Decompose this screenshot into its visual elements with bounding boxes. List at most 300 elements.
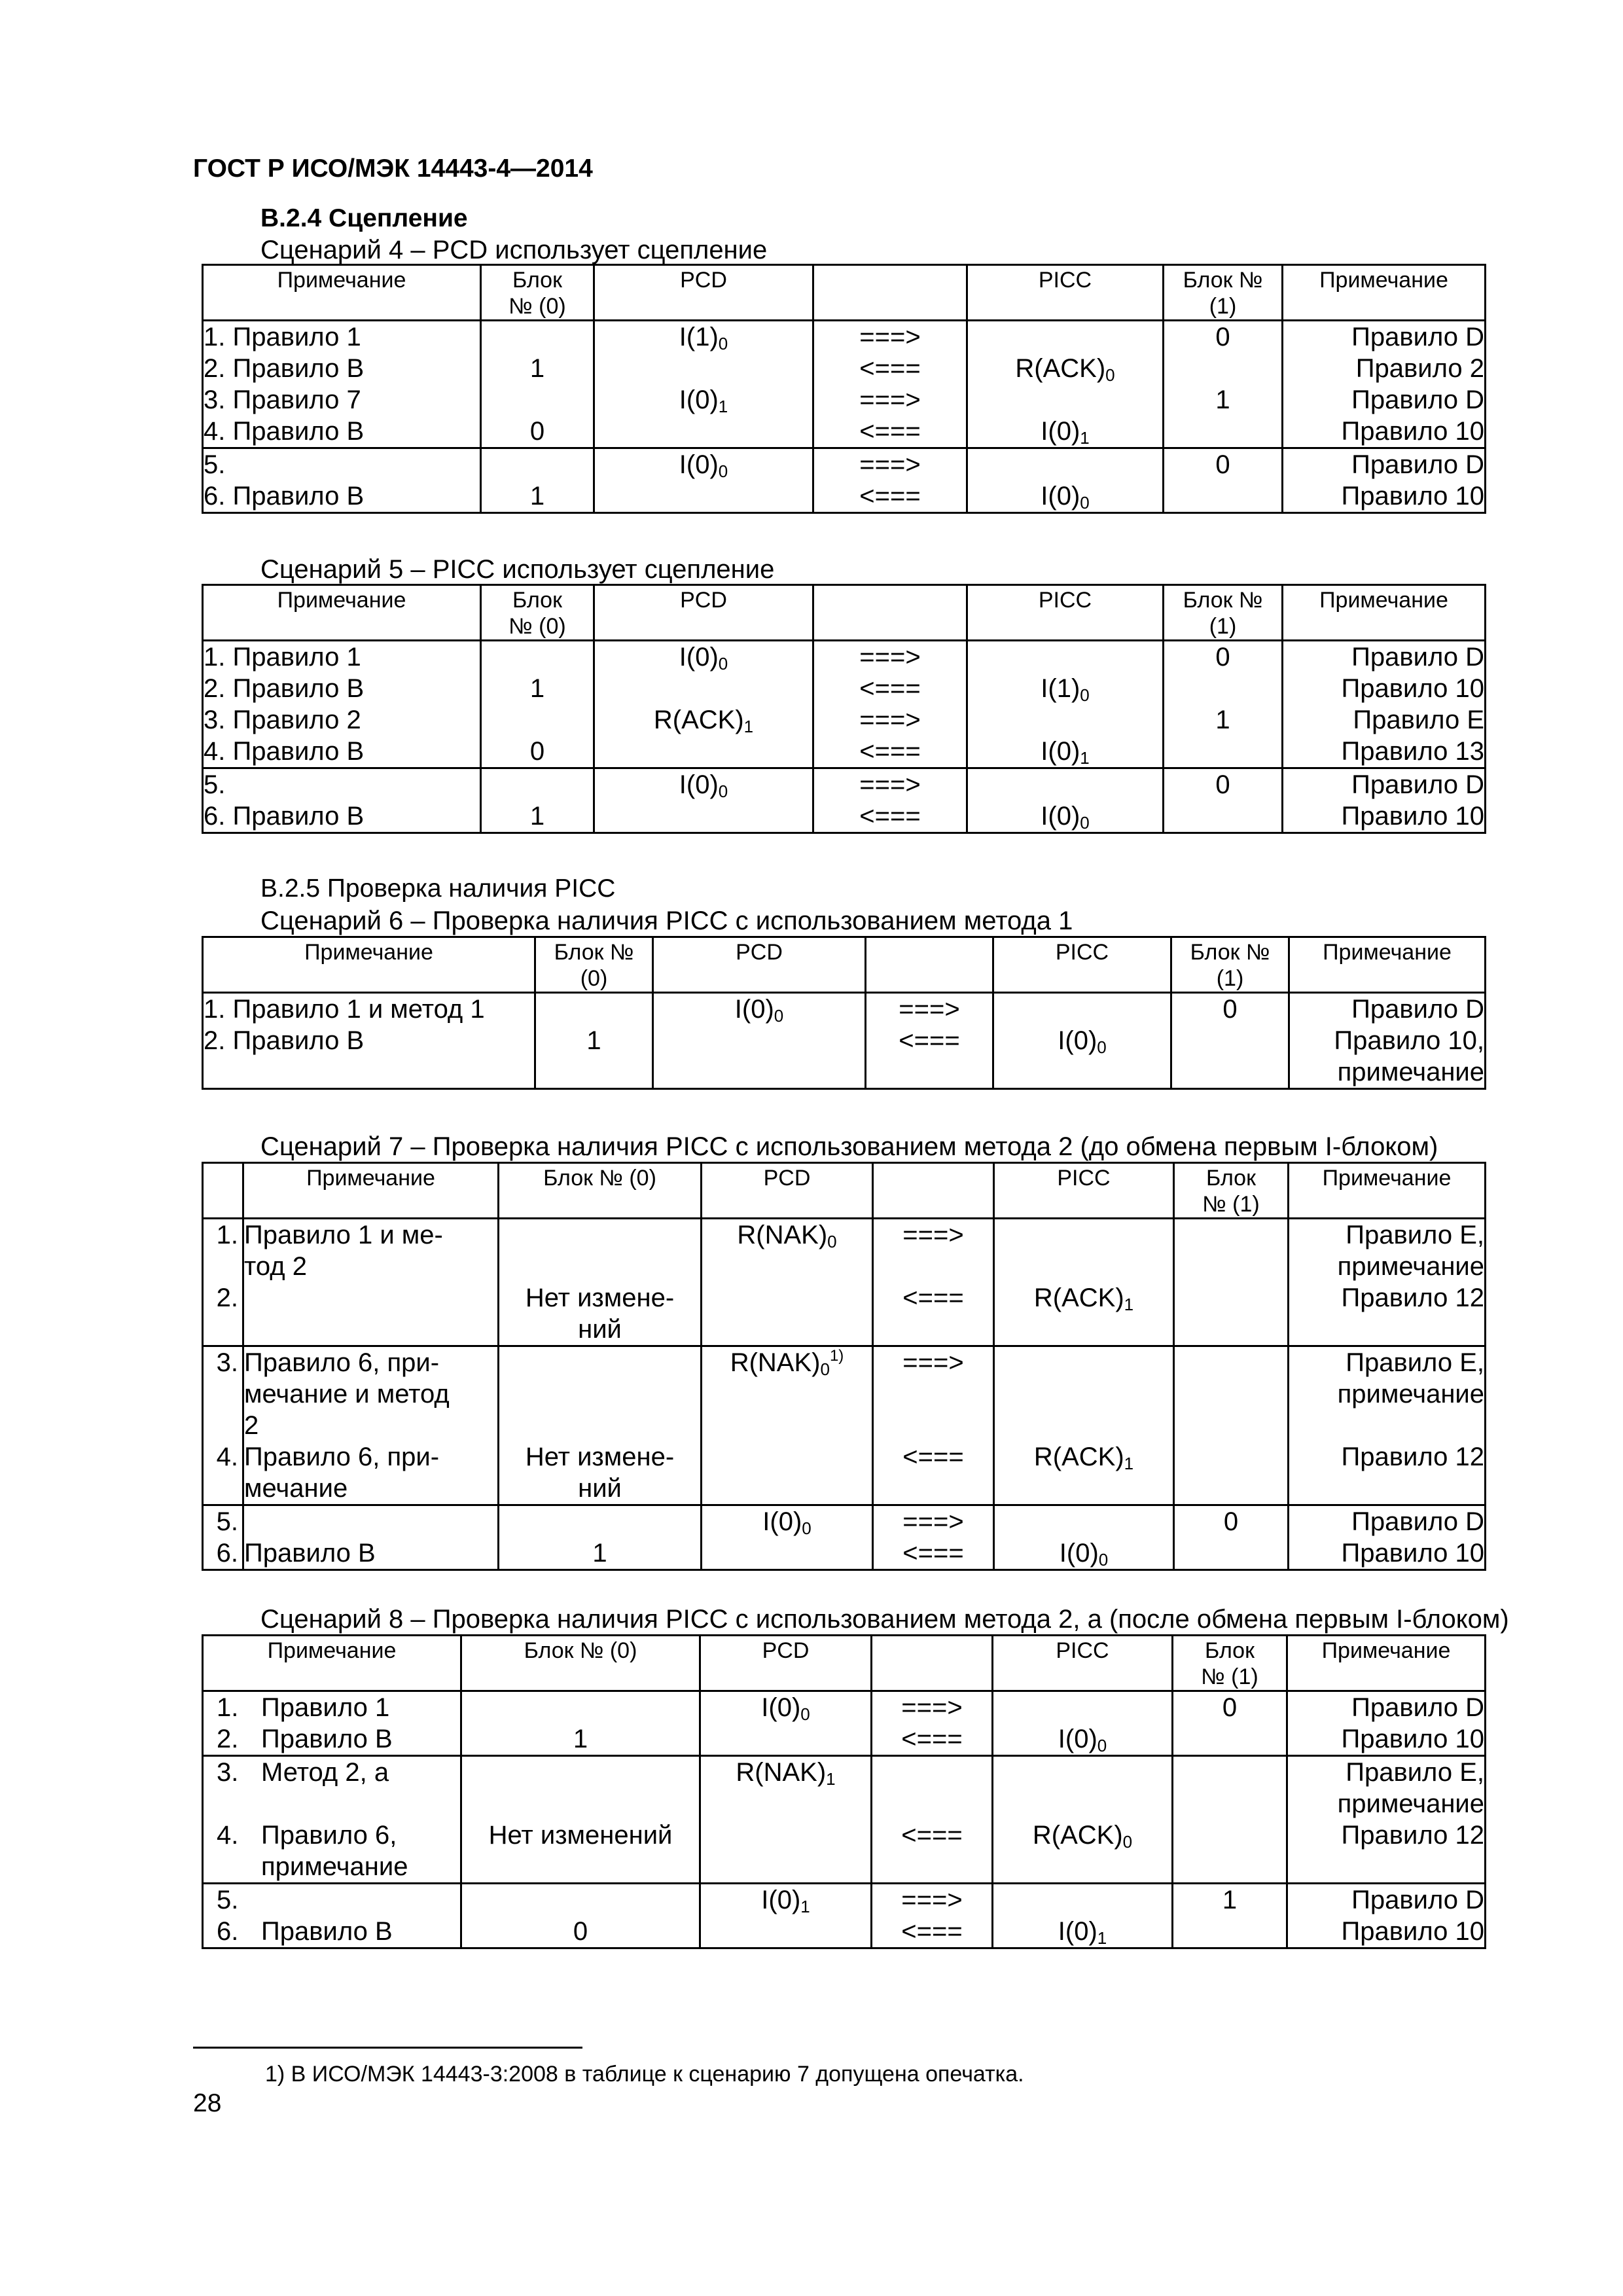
note2-cell [1283, 321, 1486, 448]
picc-cell-line [995, 1219, 1173, 1251]
pcd-cell-line: $I(0)_0$ [734, 995, 784, 1025]
subscript: 1 [718, 397, 728, 416]
block1-cell-line [1172, 1025, 1288, 1056]
block0-cell [481, 641, 594, 768]
note2-cell [1289, 1346, 1486, 1505]
block0-cell-line [482, 704, 593, 736]
block0-cell-line [536, 994, 652, 1025]
note2-cell-line: Правило 12 [1341, 1283, 1484, 1312]
note2-cell [1287, 1691, 1486, 1756]
picc-cell-line [968, 321, 1162, 353]
scenario5-table [202, 584, 1486, 834]
picc-cell [993, 1884, 1173, 1948]
subscript: 1 [1124, 1454, 1134, 1473]
pcd-cell-line: $I(0)_1$ [679, 386, 728, 416]
footnote-separator [193, 2047, 582, 2049]
arrow-cell [873, 1219, 994, 1346]
block0-cell [461, 1884, 700, 1948]
block0-cell-line: Нет измене- [525, 1443, 675, 1471]
note2-cell-line: Правило 10 [1341, 482, 1484, 511]
table-header-row [203, 937, 1486, 993]
block1-cell-line [1175, 1378, 1287, 1410]
pcd-cell-line: $I(1)_0$ [679, 323, 728, 353]
block1-cell-line [1164, 416, 1281, 447]
pcd-cell-line [702, 1378, 872, 1410]
subscript: 0 [1080, 493, 1090, 512]
block1-cell-line [1175, 1219, 1287, 1251]
picc-cell-line: $I(0)_0$ [1058, 1026, 1107, 1056]
note-cell-line: Правило 6, при- [244, 1443, 440, 1471]
table-header-cell [813, 265, 967, 321]
row-number [204, 1788, 261, 1820]
note2-cell-line [1289, 1410, 1484, 1441]
note-cell-line [244, 1314, 497, 1345]
table-header-cell: Блок № (0) [499, 1163, 702, 1219]
table-header-cell: PCD [700, 1636, 872, 1691]
table-header-cell: Примечание [1287, 1636, 1486, 1691]
scenario8-title: Сценарий 8 – Проверка наличия PICC с использованием метода 2, а (после обмена первым I-блоком) [260, 1605, 1509, 1634]
picc-cell-line: $R(ACK)_0$ [1015, 354, 1115, 384]
pcd-cell-line: $I(0)_0$ [679, 643, 728, 673]
scenario6-title: Сценарий 6 – Проверка наличия PICC с использованием метода 1 [260, 906, 1073, 935]
table-header-cell: PCD [702, 1163, 873, 1219]
block1-cell-line [1173, 1820, 1286, 1851]
row-note: Правило В [261, 1725, 393, 1753]
block1-cell-line [1164, 673, 1281, 704]
block0-cell-line [482, 641, 593, 673]
block1-cell-line [1175, 1314, 1287, 1345]
subscript: 1 [1080, 748, 1090, 767]
table-header-cell: Блок № (1) [1173, 1636, 1287, 1691]
row-number: 6. [217, 1917, 239, 1946]
arrow-cell-line [874, 1251, 993, 1282]
arrow-cell-line: <=== [859, 802, 921, 831]
block1-cell-line [1173, 1788, 1286, 1820]
block1-cell-line: 1 [1222, 1886, 1238, 1914]
block1-cell [1164, 641, 1283, 768]
note2-cell [1287, 1884, 1486, 1948]
block0-cell [499, 1219, 702, 1346]
note-cell-line: 1. Правило 1 [204, 643, 361, 672]
subscript: 1 [1080, 428, 1090, 447]
pcd-cell-line: $I(0)_0$ [679, 450, 728, 480]
arrow-cell-line: <=== [859, 737, 921, 766]
note2-cell-line: Правило 10 [1341, 674, 1484, 703]
block1-cell-line [1164, 353, 1281, 384]
pcd-cell-line [595, 673, 812, 704]
section-title-b25: В.2.5 Проверка наличия PICC [260, 874, 616, 903]
subscript: 0 [718, 334, 728, 353]
table-header-cell: Примечание [1283, 265, 1486, 321]
picc-cell-line [994, 1056, 1170, 1088]
scenario7-table [202, 1162, 1486, 1571]
pcd-cell-line [595, 353, 812, 384]
block1-cell [1173, 1884, 1287, 1948]
picc-cell-line: $R(ACK)_1$ [1033, 1283, 1134, 1314]
pcd-cell-line [595, 800, 812, 832]
table-header-cell: PCD [653, 937, 866, 993]
table-header-cell [873, 1163, 994, 1219]
row-number: 4. [217, 1821, 239, 1850]
pcd-cell-line [595, 736, 812, 767]
arrow-cell-line: ===> [901, 1886, 963, 1914]
table-header-row [203, 1636, 1486, 1691]
block0-cell-line [462, 1692, 699, 1723]
block1-cell-line [1173, 1916, 1286, 1947]
block0-cell [499, 1346, 702, 1505]
block1-cell-line [1175, 1251, 1287, 1282]
arrow-cell-line: <=== [901, 1725, 963, 1753]
note2-cell-line: Правило D [1351, 1886, 1484, 1914]
table-row [203, 1691, 1486, 1756]
table-row [203, 1219, 1486, 1346]
subscript: 0 [1080, 685, 1090, 704]
note-cell-line: 2 [244, 1411, 259, 1440]
pcd-cell-line [701, 1788, 870, 1820]
row-number-cell [203, 1505, 243, 1570]
table-header-cell: Блок № (1) [1164, 265, 1283, 321]
note2-cell [1283, 768, 1486, 833]
arrow-cell [873, 1346, 994, 1505]
note-cell-line: 3. Правило 2 [204, 706, 361, 734]
block1-cell-line [1172, 1056, 1288, 1088]
block0-cell-line [462, 1788, 699, 1820]
note-cell-line [204, 1056, 534, 1088]
note-cell-line: 5. [204, 450, 226, 479]
note-cell-line: тод 2 [244, 1252, 307, 1281]
note-cell [203, 1884, 461, 1948]
subscript: 0 [820, 1359, 830, 1378]
pcd-cell-line [702, 1410, 872, 1441]
picc-cell-line: $I(0)_0$ [1041, 802, 1090, 832]
arrow-cell [813, 768, 967, 833]
arrow-cell-line: ===> [859, 450, 921, 479]
note2-cell-line [1289, 1314, 1484, 1345]
row-number-cell-line [204, 1410, 242, 1441]
arrow-cell-line: <=== [859, 482, 921, 511]
pcd-cell-line [702, 1441, 872, 1473]
note-cell-line [204, 1757, 460, 1788]
block1-cell-line [1164, 800, 1281, 832]
scenario5-title: Сценарий 5 – PICC использует сцепление [260, 555, 775, 584]
arrow-cell-line: ===> [902, 1221, 964, 1249]
arrow-cell-line [874, 1473, 993, 1504]
arrow-cell [873, 1505, 994, 1570]
block1-cell-line [1175, 1410, 1287, 1441]
picc-cell-line [993, 1788, 1171, 1820]
arrow-cell-line: ===> [859, 643, 921, 672]
note2-cell-line: Правило Е, [1346, 1758, 1484, 1787]
block1-cell-line: 1 [1215, 386, 1230, 414]
arrow-cell [813, 321, 967, 448]
note2-cell-line: примечание [1337, 1380, 1484, 1408]
note-cell-line [204, 1788, 460, 1820]
arrow-cell-line [872, 1788, 991, 1820]
note-cell-line [204, 1820, 460, 1851]
note-cell-line [204, 1851, 460, 1882]
table-row [203, 448, 1486, 513]
arrow-cell-line: ===> [859, 706, 921, 734]
block0-cell-line: 1 [529, 482, 545, 511]
arrow-cell-line [874, 1314, 993, 1345]
block1-cell-line: 0 [1223, 1507, 1239, 1536]
row-note: Правило 6, [261, 1821, 397, 1850]
pcd-cell-line: $I(0)_0$ [679, 770, 728, 800]
block0-cell-line: 0 [529, 417, 545, 446]
note2-cell-line: Правило D [1351, 450, 1484, 479]
pcd-cell [702, 1346, 873, 1505]
pcd-cell [700, 1884, 872, 1948]
note-cell-line: Правило В [244, 1539, 376, 1568]
scenario6-table [202, 936, 1486, 1090]
note2-cell-line: Правило D [1351, 323, 1484, 351]
note2-cell-line: Правило Е [1353, 706, 1484, 734]
picc-cell-line [995, 1314, 1173, 1345]
page-number: 28 [193, 2089, 222, 2117]
note-cell-line: 3. Правило 7 [204, 386, 361, 414]
block1-cell-line [1175, 1282, 1287, 1314]
arrow-cell-line: ===> [859, 770, 921, 799]
note2-cell-line: Правило 13 [1341, 737, 1484, 766]
row-number-cell-line [204, 1251, 242, 1282]
table-header-cell: Примечание [1289, 937, 1486, 993]
subscript: 0 [800, 1704, 810, 1723]
table-header-cell: PICC [967, 265, 1164, 321]
note2-cell-line: Правило D [1351, 1507, 1484, 1536]
pcd-cell [700, 1756, 872, 1884]
block0-cell [481, 768, 594, 833]
row-number: 2. [217, 1725, 239, 1753]
subscript: 0 [1105, 365, 1115, 384]
pcd-cell-line: $I(0)_0$ [761, 1693, 810, 1723]
pcd-cell-line [701, 1851, 870, 1882]
table-header-cell [203, 1163, 243, 1219]
note2-cell-line [1289, 1473, 1484, 1504]
block0-cell-line [482, 769, 593, 800]
note-cell-line: 2. Правило В [204, 1026, 365, 1055]
document-header: ГОСТ Р ИСО/МЭК 14443-4—2014 [193, 154, 593, 183]
block0-cell-line: 1 [529, 674, 545, 703]
picc-cell-line [993, 1851, 1171, 1882]
picc-cell [967, 768, 1164, 833]
block0-cell-line [462, 1757, 699, 1788]
block0-cell-line [499, 1410, 700, 1441]
pcd-cell-line: $R(NAK)_0^{1)}$ [730, 1347, 844, 1378]
table-header-cell: Примечание [203, 265, 481, 321]
note-cell [203, 768, 481, 833]
subscript: 0 [802, 1518, 812, 1537]
row-number-cell [203, 1346, 243, 1505]
note2-cell [1289, 993, 1486, 1089]
picc-cell [993, 993, 1171, 1089]
picc-cell [993, 1756, 1173, 1884]
scenario8-table [202, 1634, 1486, 1949]
table-row [203, 1884, 1486, 1948]
row-note: Правило В [261, 1917, 393, 1946]
pcd-cell-line: $I(0)_1$ [761, 1886, 810, 1916]
arrow-cell-line: <=== [899, 1026, 960, 1055]
block0-cell-line [536, 1056, 652, 1088]
picc-cell-line [968, 641, 1162, 673]
block1-cell-line: 0 [1215, 323, 1230, 351]
note-cell-line: 1. Правило 1 и метод 1 [204, 995, 485, 1024]
picc-cell [994, 1346, 1174, 1505]
note-cell-line: Правило 1 и ме- [244, 1221, 443, 1249]
note-cell [203, 993, 535, 1089]
pcd-cell [594, 768, 813, 833]
note-cell-line [244, 1282, 497, 1314]
note2-cell-line: Правило 10, [1334, 1026, 1484, 1055]
pcd-cell-line [702, 1473, 872, 1504]
note2-cell-line: примечание [1337, 1789, 1484, 1818]
block0-cell-line: ний [578, 1474, 622, 1503]
table-header-cell: PCD [594, 265, 813, 321]
note-cell-line: 6. Правило В [204, 802, 365, 831]
arrow-cell [872, 1756, 993, 1884]
table-header-cell [872, 1636, 993, 1691]
note2-cell [1289, 1505, 1486, 1570]
block0-cell-line: 1 [573, 1725, 588, 1753]
subscript: 0 [1097, 1736, 1107, 1755]
picc-cell-line: $R(ACK)_0$ [1032, 1821, 1133, 1851]
picc-cell-line [994, 994, 1170, 1025]
picc-cell-line [995, 1378, 1173, 1410]
subscript: 0 [774, 1006, 784, 1025]
pcd-cell-line: $R(ACK)_1$ [653, 706, 754, 736]
block1-cell-line: 1 [1215, 706, 1230, 734]
pcd-cell-line [654, 1025, 865, 1056]
pcd-cell [594, 321, 813, 448]
picc-cell-line [968, 704, 1162, 736]
row-number-cell-line: 6. [216, 1539, 238, 1568]
pcd-cell [594, 641, 813, 768]
table-header-cell: PICC [993, 1636, 1173, 1691]
subscript: 0 [1098, 1550, 1109, 1569]
note2-cell-line: Правило 12 [1341, 1443, 1484, 1471]
note2-cell-line: Правило D [1351, 643, 1484, 672]
block0-cell-line [499, 1506, 700, 1537]
picc-cell-line [993, 1757, 1171, 1788]
block1-cell-line: 0 [1222, 1693, 1238, 1722]
arrow-cell-line: <=== [901, 1821, 963, 1850]
scenario4-title: Сценарий 4 – PCD использует сцепление [260, 236, 768, 264]
block0-cell-line [462, 1884, 699, 1916]
block1-cell-line: 0 [1215, 450, 1230, 479]
block0-cell-line: Нет измене- [525, 1283, 675, 1312]
table-header-cell: PCD [594, 585, 813, 641]
picc-cell-line [995, 1251, 1173, 1282]
pcd-cell [702, 1219, 873, 1346]
note2-cell-line: Правило Е, [1346, 1348, 1484, 1377]
table-header-cell: Блок № (1) [1174, 1163, 1289, 1219]
row-number-cell-line: 4. [216, 1443, 238, 1471]
pcd-cell-line [702, 1251, 872, 1282]
block0-cell-line: 1 [592, 1539, 607, 1568]
picc-cell [994, 1219, 1174, 1346]
arrow-cell-line: <=== [901, 1917, 963, 1946]
arrow-cell-line: <=== [859, 674, 921, 703]
block0-cell-line [499, 1251, 700, 1282]
table-row [203, 993, 1486, 1089]
picc-cell-line: $I(0)_0$ [1059, 1539, 1109, 1569]
row-number-cell-line [204, 1473, 242, 1504]
note2-cell-line: Правило D [1351, 995, 1484, 1024]
block0-cell-line [482, 449, 593, 480]
note-cell [243, 1219, 499, 1346]
picc-cell-line: $I(0)_1$ [1058, 1917, 1107, 1947]
block0-cell-line [482, 321, 593, 353]
pcd-cell [702, 1505, 873, 1570]
arrow-cell [872, 1884, 993, 1948]
scenario7-title: Сценарий 7 – Проверка наличия PICC с использованием метода 2 (до обмена первым I-блоком) [260, 1132, 1438, 1161]
note-cell-line: 6. Правило В [204, 482, 365, 511]
picc-cell-line: $I(0)_0$ [1041, 482, 1090, 512]
row-number-cell-line: 1. [216, 1221, 238, 1249]
footnote-text: 1) В ИСО/МЭК 14443-3:2008 в таблице к сценарию 7 допущена опечатка. [265, 2062, 1024, 2087]
note2-cell-line [1288, 1851, 1484, 1882]
block0-cell-line: 1 [529, 802, 545, 831]
row-number: 5. [217, 1886, 239, 1914]
table-header-cell [866, 937, 993, 993]
note2-cell-line: Правило 10 [1341, 1917, 1484, 1946]
table-header-cell: PICC [967, 585, 1164, 641]
block0-cell-line [482, 384, 593, 416]
block1-cell [1174, 1346, 1289, 1505]
block0-cell-line [499, 1219, 700, 1251]
block1-cell-line [1164, 480, 1281, 512]
pcd-cell-line [654, 1056, 865, 1088]
row-number [204, 1851, 261, 1882]
block1-cell [1174, 1505, 1289, 1570]
table-row [203, 1346, 1486, 1505]
row-number-cell-line: 5. [216, 1507, 238, 1536]
subscript: 0 [1080, 813, 1090, 832]
block0-cell-line: ний [578, 1315, 622, 1344]
subscript: 0 [718, 461, 728, 480]
note-cell [203, 321, 481, 448]
picc-cell-line [993, 1884, 1171, 1916]
block0-cell [481, 448, 594, 513]
table-header-row [203, 265, 1486, 321]
note-cell-line: 5. [204, 770, 226, 799]
picc-cell-line [968, 384, 1162, 416]
block0-cell [535, 993, 653, 1089]
arrow-cell-line [872, 1851, 991, 1882]
picc-cell-line [995, 1506, 1173, 1537]
subscript: 0 [718, 781, 728, 800]
arrow-cell-line: ===> [899, 995, 960, 1024]
row-note: примечание [261, 1852, 408, 1881]
note-cell [203, 641, 481, 768]
row-number-cell-line: 2. [216, 1283, 238, 1312]
block1-cell [1173, 1756, 1287, 1884]
picc-cell-line: $I(1)_0$ [1041, 674, 1090, 704]
picc-cell-line [995, 1347, 1173, 1378]
arrow-cell [813, 641, 967, 768]
pcd-cell-line [701, 1723, 870, 1755]
pcd-cell-line [701, 1916, 870, 1947]
note-cell-line [204, 1723, 460, 1755]
pcd-cell [700, 1691, 872, 1756]
arrow-cell-line [874, 1378, 993, 1410]
picc-cell [967, 641, 1164, 768]
block0-cell-line [499, 1378, 700, 1410]
table-header-cell: Примечание [1283, 585, 1486, 641]
block1-cell-line: 0 [1215, 770, 1230, 799]
note-cell-line: 2. Правило В [204, 674, 365, 703]
row-number-cell-line [204, 1378, 242, 1410]
footnote-ref: 1) [829, 1347, 844, 1365]
